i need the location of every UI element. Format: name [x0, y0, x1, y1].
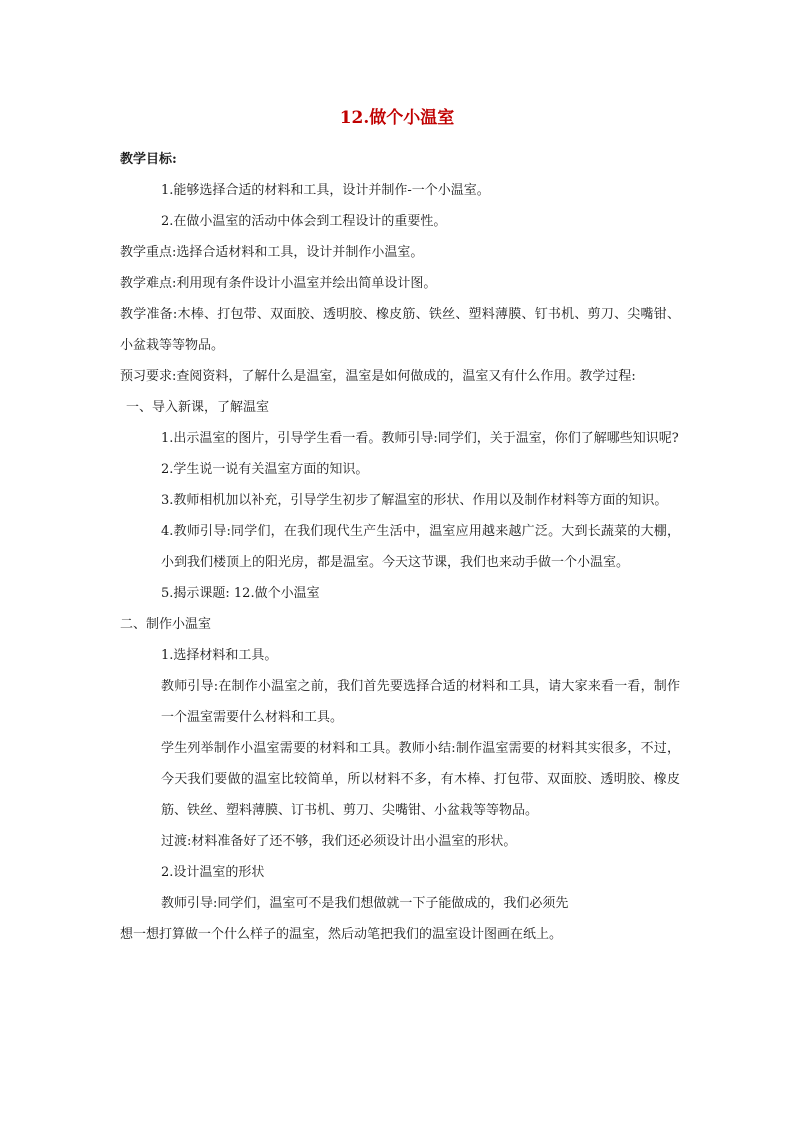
paragraph: 教学准备:木棒、打包带、双面胶、透明胶、橡皮筋、铁丝、塑料薄膜、钉书机、剪刀、尖嘴钳、小盆栽等等物品。	[120, 307, 680, 353]
paragraph: 5.揭示课题: 12.做个小温室	[161, 586, 320, 601]
paragraph: 教师引导:在制作小温室之前，我们首先要选择合适的材料和工具，请大家来看一看，制作一个温室需要什么材料和工具。	[161, 679, 680, 725]
document-body	[120, 144, 680, 950]
paragraph: 教师引导:同学们，温室可不是我们想做就一下子能做成的，我们必须先	[161, 896, 569, 911]
paragraph: 过渡:材料准备好了还不够，我们还必须设计出小温室的形状。	[161, 834, 517, 849]
paragraph: 1.能够选择合适的材料和工具，设计并制作-一个小温室。	[161, 183, 490, 198]
paragraph: 3.教师相机加以补充，引导学生初步了解温室的形状、作用以及制作材料等方面的知识。	[161, 493, 668, 508]
paragraph: 二、制作小温室	[120, 617, 212, 632]
document-title: 12.做个小温室	[339, 108, 455, 128]
paragraph: 想一想打算做一个什么样子的温室，然后动笔把我们的温室设计图画在纸上。	[120, 927, 563, 942]
paragraph: 教学目标:	[120, 152, 177, 167]
paragraph: 教学重点:选择合适材料和工具，设计并制作小温室。	[120, 245, 424, 260]
paragraph: 4.教师引导:同学们，在我们现代生产生活中，温室应用越来越广泛。大到长蔬菜的大棚，小到我们楼顶上的阳光房，都是温室。今天这节课，我们也来动手做一个小温室。	[161, 524, 680, 570]
paragraph: 1.出示温室的图片，引导学生看一看。教师引导:同学们，关于温室，你们了解哪些知识呢?	[161, 431, 679, 446]
paragraph: 学生列举制作小温室需要的材料和工具。教师小结:制作温室需要的材料其实很多，不过，今天我们要做的温室比较简单，所以材料不多，有木棒、打包带、双面胶、透明胶、橡皮筋、铁丝、塑料薄膜、订书机、剪刀、尖嘴钳、小盆栽等等物品。	[161, 741, 680, 818]
paragraph: 教学难点:利用现有条件设计小温室并绘出简单设计图。	[120, 276, 437, 291]
paragraph: 预习要求:查阅资料，了解什么是温室，温室是如何做成的，温室又有什么作用。教学过程:	[120, 369, 636, 384]
paragraph: 一、导入新课，了解温室	[126, 400, 270, 415]
paragraph: 2.学生说一说有关温室方面的知识。	[161, 462, 369, 477]
paragraph: 1.选择材料和工具。	[161, 648, 278, 663]
paragraph: 2.设计温室的形状	[161, 865, 265, 880]
paragraph: 2.在做小温室的活动中体会到工程设计的重要性。	[161, 214, 447, 229]
